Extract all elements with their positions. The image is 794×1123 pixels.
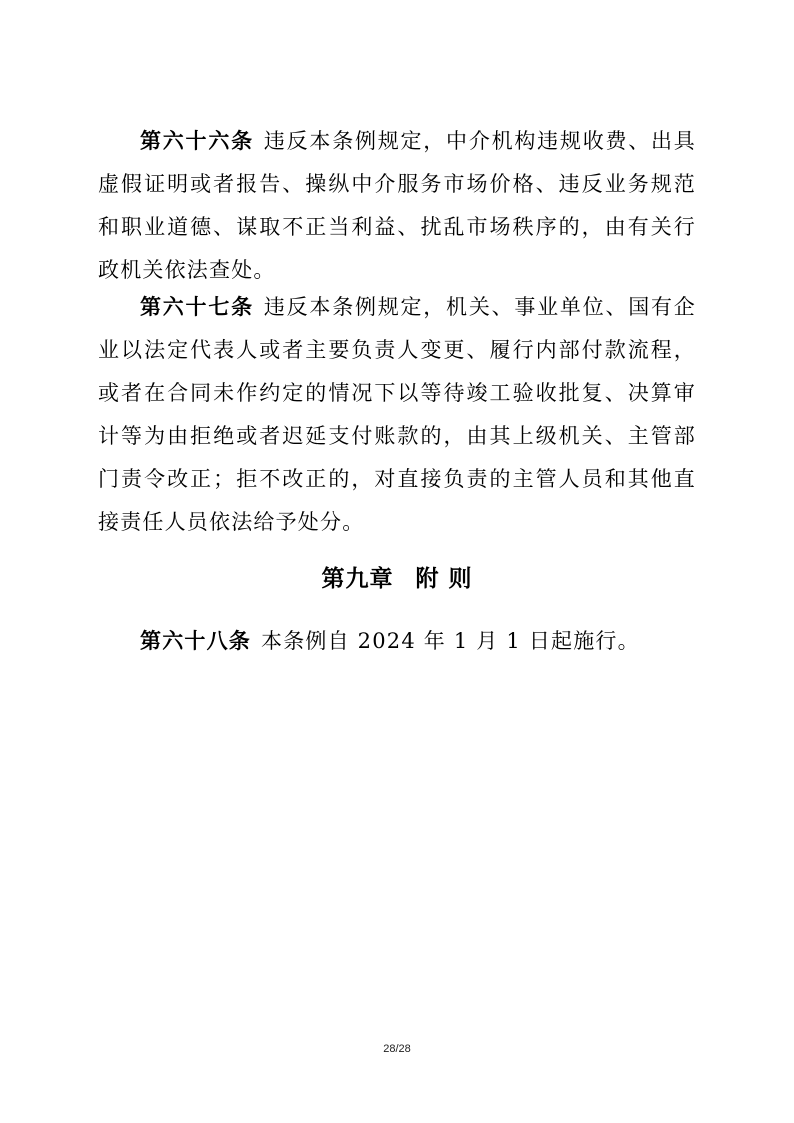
article-66 xyxy=(98,120,696,292)
article-68 xyxy=(98,620,696,663)
article-67-text: 违反本条例规定，机关、事业单位、国有企业以法定代表人或者主要负责人变更、履行内部付款流程，或者在合同未作约定的情况下以等待竣工验收批复、决算审计等为由拒绝或者迟延支付账款的，由其上级机关、主管部门责令改正；拒不改正的，对直接负责的主管人员和其他直接责任人员依法给予处分。 xyxy=(98,295,696,534)
article-66-number: 第六十六条 xyxy=(140,129,254,153)
article-67-number: 第六十七条 xyxy=(140,295,254,319)
article-68-text: 本条例自 2024 年 1 月 1 日起施行。 xyxy=(261,629,640,653)
article-68-number: 第六十八条 xyxy=(140,629,251,653)
chapter-title: 附 则 xyxy=(415,566,473,592)
page-number: 28/28 xyxy=(383,1043,411,1055)
chapter-number: 第九章 xyxy=(321,566,394,592)
chapter-heading xyxy=(0,560,794,593)
article-67 xyxy=(98,286,696,544)
article-66-text: 违反本条例规定，中介机构违规收费、出具虚假证明或者报告、操纵中介服务市场价格、违反业务规范和职业道德、谋取不正当利益、扰乱市场秩序的，由有关行政机关依法查处。 xyxy=(98,129,696,282)
